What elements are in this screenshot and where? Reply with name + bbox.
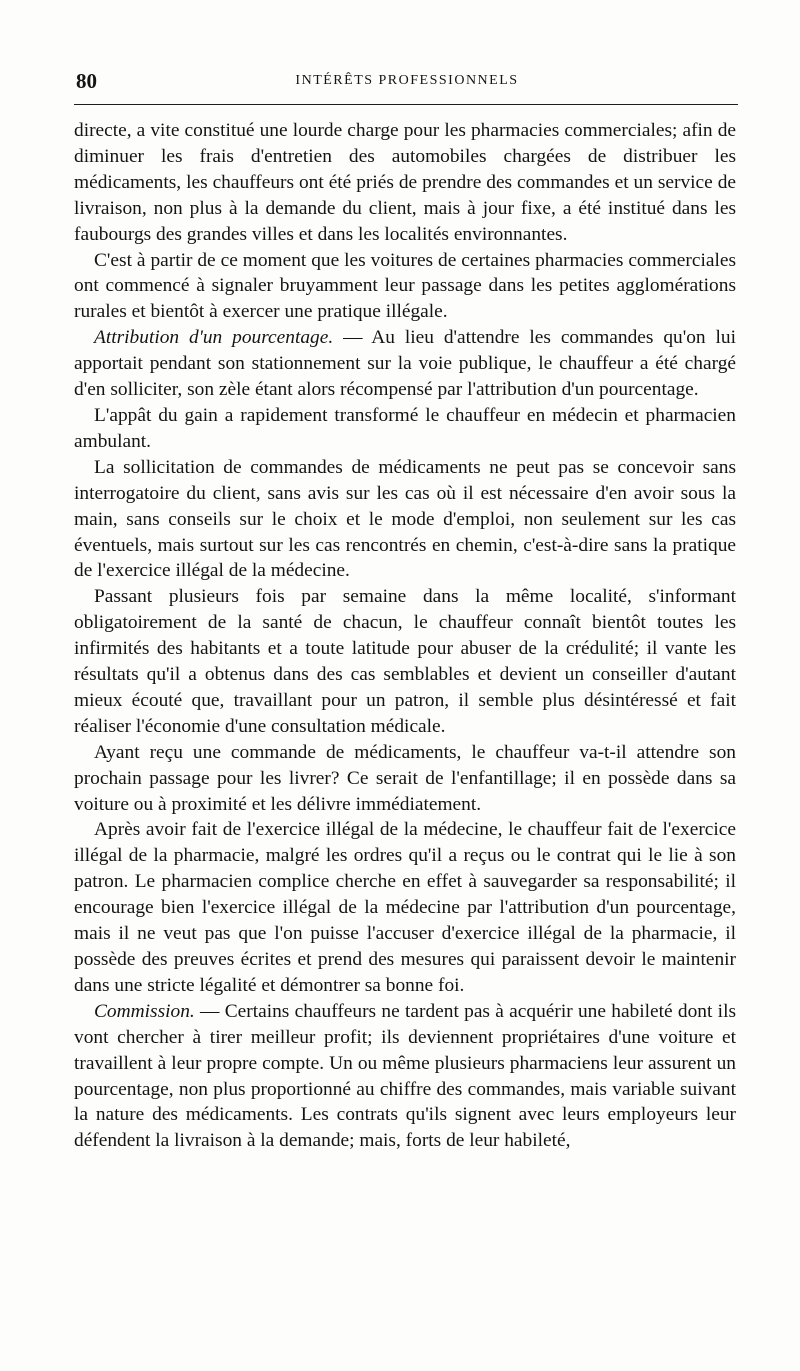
- paragraph-3: [74, 325, 736, 403]
- paragraph-6: [74, 584, 736, 739]
- page-header: [76, 66, 738, 96]
- paragraph-6-text: Passant plusieurs fois par semaine dans la même localité, s'informant obligatoirement de la santé de chacun, le chauffeur connaît bientôt toutes les infirmités des habitants et a toute latitude pour abuser de la crédulité; il vante les résultats qu'il a obtenus dans des cas semblables et devient un conseiller d'autant mieux écouté que, travaillant pour un patron, il semble plus désintéressé et fait réaliser l'économie d'une consultation médicale.: [74, 586, 736, 737]
- paragraph-5: [74, 455, 736, 585]
- paragraph-3-text: — Au lieu d'attendre les commandes qu'on lui apportait pendant son stationnement sur la voie publique, le chauffeur a été chargé d'en solliciter, son zèle étant alors récompensé par l'attribution d'un pourcentage.: [74, 327, 736, 401]
- header-rule: [74, 104, 738, 105]
- page-number: 80: [76, 69, 97, 93]
- body-text: [74, 118, 736, 1154]
- paragraph-5-text: La sollicitation de commandes de médicaments ne peut pas se concevoir sans interrogatoire du client, sans avis sur les cas où il est nécessaire d'en avoir sous la main, sans conseils sur le choix et le mode d'emploi, non seulement sur les cas éventuels, mais surtout sur les cas rencontrés en chemin, c'est-à-dire sans la pratique de l'exercice illégal de la médecine.: [74, 456, 736, 582]
- paragraph-4: [74, 403, 736, 455]
- running-title: INTÉRÊTS PROFESSIONNELS: [295, 73, 519, 88]
- section-heading-commission: Commission.: [94, 1000, 195, 1022]
- paragraph-9-text: — Certains chauffeurs ne tardent pas à acquérir une habileté dont ils vont chercher à tirer meilleur profit; ils deviennent propriétaires d'une voiture et travaillent à leur propre compte. Un ou même plusieurs pharmaciens leur assurent un pourcentage, non plus proportionné au chiffre des commandes, mais variable suivant la nature des médicaments. Les contrats qu'ils signent avec leurs employeurs leur défendent la livraison à la demande; mais, forts de leur habileté,: [74, 1000, 736, 1152]
- paragraph-2: [74, 248, 736, 326]
- paragraph-8-text: Après avoir fait de l'exercice illégal de la médecine, le chauffeur fait de l'exercice illégal de la pharmacie, malgré les ordres qu'il a reçus ou le contrat qui le lie à son patron. Le pharmacien complice cherche en effet à sauvegarder sa responsabilité; il encourage bien l'exercice illégal de la médecine par l'attribution d'un pourcentage, mais il ne veut pas que l'on puisse l'accuser d'exercice illégal de la pharmacie, il possède des preuves écrites et prend des mesures qui paraissent devoir le maintenir dans une stricte légalité et démontrer sa bonne foi.: [74, 819, 736, 996]
- paragraph-7: [74, 740, 736, 818]
- paragraph-8: [74, 817, 736, 998]
- paragraph-1: [74, 118, 736, 248]
- paragraph-1-text: directe, a vite constitué une lourde charge pour les pharmacies commerciales; afin de diminuer les frais d'entretien des automobiles chargées de distribuer les médicaments, les chauffeurs ont été priés de prendre des commandes et un service de livraison, non plus à la demande du client, mais à jour fixe, a été institué dans les faubourgs des grandes villes et dans les localités environnantes.: [74, 120, 736, 245]
- paragraph-2-text: C'est à partir de ce moment que les voitures de certaines pharmacies commerciales ont commencé à signaler bruyamment leur passage dans les petites agglomérations rurales et bientôt à exercer une pratique illégale.: [74, 249, 736, 323]
- section-heading-attribution: Attribution d'un pourcentage.: [94, 327, 334, 349]
- paragraph-9: [74, 999, 736, 1154]
- paragraph-4-text: L'appât du gain a rapidement transformé le chauffeur en médecin et pharmacien ambulant.: [74, 404, 736, 452]
- paragraph-7-text: Ayant reçu une commande de médicaments, le chauffeur va-t-il attendre son prochain passage pour les livrer? Ce serait de l'enfantillage; il en possède dans sa voiture ou à proximité et les délivre immédiatement.: [74, 741, 736, 815]
